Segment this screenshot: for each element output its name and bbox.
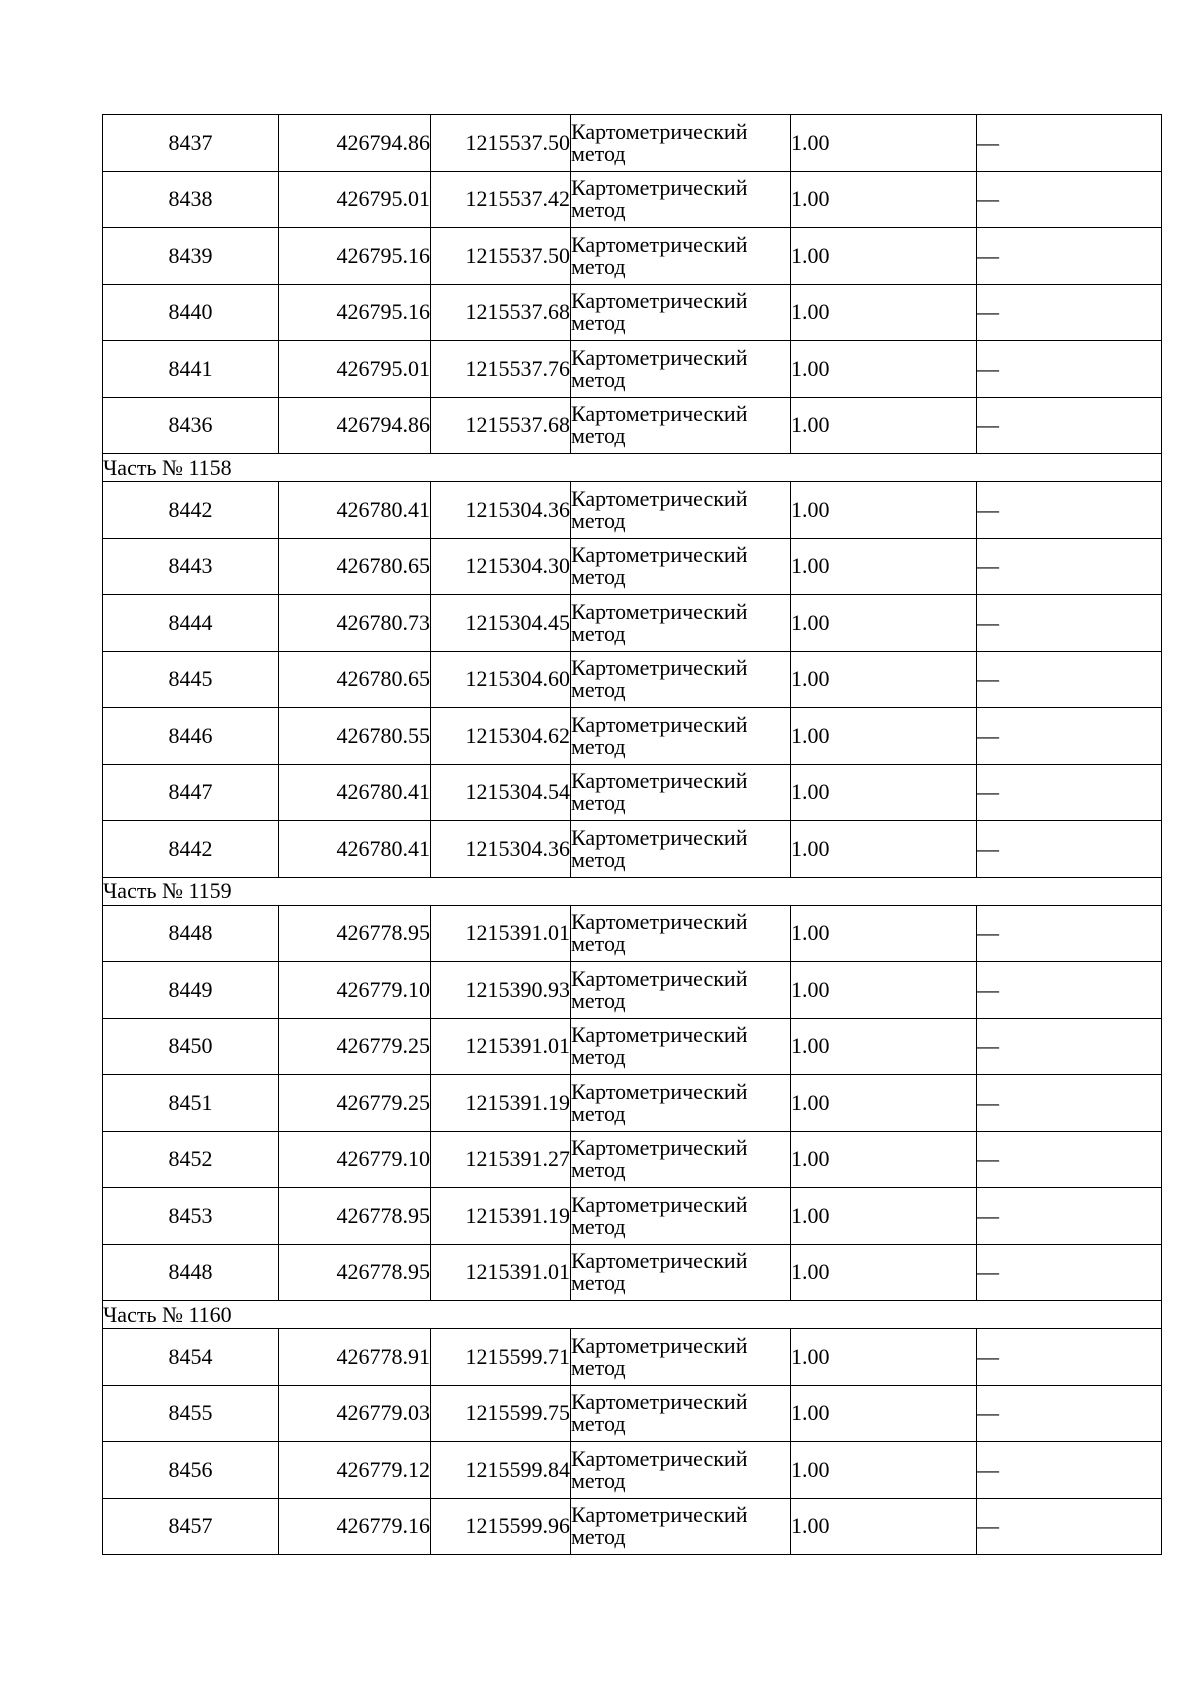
description: — [977,1131,1162,1188]
point-number: 8453 [103,1188,279,1245]
method-cell [571,651,791,708]
accuracy: 1.00 [791,1442,977,1499]
method-line-2: метод [571,846,626,872]
table-row [103,821,1162,878]
accuracy: 1.00 [791,905,977,962]
description: — [977,1442,1162,1499]
method-line-1: Картометрический [571,909,748,935]
coord-x: 426795.01 [279,341,431,398]
coord-x: 426779.16 [279,1498,431,1555]
part-label: Часть № 1158 [103,454,1162,482]
method-line-1: Картометрический [571,1078,748,1104]
coord-x: 426778.95 [279,1188,431,1245]
method-line-1: Картометрический [571,1191,748,1217]
table-row [103,228,1162,285]
accuracy: 1.00 [791,1075,977,1132]
coord-y: 1215537.50 [431,228,571,285]
table-row [103,115,1162,172]
table-row [103,1329,1162,1386]
part-header-row [103,877,1162,905]
point-number: 8456 [103,1442,279,1499]
part-label: Часть № 1159 [103,877,1162,905]
table-row [103,1188,1162,1245]
method-line-2: метод [571,564,626,590]
description: — [977,171,1162,228]
point-number: 8446 [103,708,279,765]
coord-y: 1215304.54 [431,764,571,821]
method-line-1: Картометрический [571,965,748,991]
coord-x: 426779.25 [279,1075,431,1132]
method-line-2: метод [571,620,626,646]
coord-x: 426779.03 [279,1385,431,1442]
method-cell [571,1244,791,1301]
accuracy: 1.00 [791,1329,977,1386]
description: — [977,651,1162,708]
coord-x: 426779.10 [279,1131,431,1188]
coord-x: 426778.95 [279,905,431,962]
table-row [103,1018,1162,1075]
accuracy: 1.00 [791,1385,977,1442]
accuracy: 1.00 [791,1244,977,1301]
method-cell [571,708,791,765]
part-header-row [103,454,1162,482]
point-number: 8454 [103,1329,279,1386]
method-line-2: метод [571,197,626,223]
table-row [103,708,1162,765]
method-line-1: Картометрический [571,344,748,370]
table-row [103,397,1162,454]
description: — [977,1244,1162,1301]
table-row [103,905,1162,962]
point-number: 8440 [103,284,279,341]
method-line-1: Картометрический [571,175,748,201]
accuracy: 1.00 [791,764,977,821]
method-cell [571,595,791,652]
coord-y: 1215304.30 [431,538,571,595]
table-row [103,1075,1162,1132]
accuracy: 1.00 [791,1018,977,1075]
table-row [103,595,1162,652]
coord-y: 1215304.62 [431,708,571,765]
part-label: Часть № 1160 [103,1301,1162,1329]
coord-x: 426780.41 [279,482,431,539]
point-number: 8442 [103,821,279,878]
coord-y: 1215537.76 [431,341,571,398]
point-number: 8447 [103,764,279,821]
method-cell [571,1131,791,1188]
method-line-2: метод [571,1411,626,1437]
description: — [977,821,1162,878]
method-line-1: Картометрический [571,1502,748,1528]
method-line-1: Картометрический [571,655,748,681]
coord-y: 1215599.84 [431,1442,571,1499]
point-number: 8445 [103,651,279,708]
method-line-1: Картометрический [571,231,748,257]
method-line-1: Картометрический [571,1248,748,1274]
description: — [977,1188,1162,1245]
method-cell [571,1442,791,1499]
coord-x: 426779.25 [279,1018,431,1075]
description: — [977,538,1162,595]
coord-x: 426778.91 [279,1329,431,1386]
table-row [103,1131,1162,1188]
description: — [977,764,1162,821]
table-row [103,341,1162,398]
table-row [103,1244,1162,1301]
point-number: 8450 [103,1018,279,1075]
description: — [977,1329,1162,1386]
method-line-2: метод [571,1044,626,1070]
method-line-2: метод [571,1270,626,1296]
method-cell [571,1329,791,1386]
table-body [103,115,1162,1555]
method-line-1: Картометрический [571,1445,748,1471]
method-line-2: метод [571,1213,626,1239]
coord-y: 1215599.75 [431,1385,571,1442]
coord-y: 1215391.19 [431,1075,571,1132]
method-cell [571,171,791,228]
method-line-2: метод [571,677,626,703]
coord-y: 1215390.93 [431,962,571,1019]
coord-x: 426780.41 [279,764,431,821]
method-line-1: Картометрический [571,1332,748,1358]
description: — [977,708,1162,765]
description: — [977,595,1162,652]
coord-x: 426780.41 [279,821,431,878]
description: — [977,1498,1162,1555]
method-line-2: метод [571,790,626,816]
method-line-2: метод [571,1467,626,1493]
accuracy: 1.00 [791,341,977,398]
method-line-1: Картометрический [571,118,748,144]
description: — [977,1018,1162,1075]
coord-x: 426794.86 [279,115,431,172]
point-number: 8449 [103,962,279,1019]
method-cell [571,538,791,595]
accuracy: 1.00 [791,397,977,454]
method-line-1: Картометрический [571,1389,748,1415]
coordinates-table [102,114,1162,1555]
method-line-1: Картометрический [571,711,748,737]
method-cell [571,1385,791,1442]
coord-x: 426779.10 [279,962,431,1019]
point-number: 8443 [103,538,279,595]
method-line-1: Картометрический [571,401,748,427]
method-cell [571,821,791,878]
table-row [103,1385,1162,1442]
method-line-2: метод [571,733,626,759]
accuracy: 1.00 [791,482,977,539]
table-row [103,482,1162,539]
method-line-2: метод [571,931,626,957]
method-cell [571,482,791,539]
point-number: 8451 [103,1075,279,1132]
coord-y: 1215537.68 [431,284,571,341]
method-line-2: метод [571,1354,626,1380]
method-line-1: Картометрический [571,485,748,511]
coord-x: 426780.65 [279,538,431,595]
coord-y: 1215391.27 [431,1131,571,1188]
method-cell [571,1075,791,1132]
method-line-2: метод [571,1100,626,1126]
method-line-1: Картометрический [571,1135,748,1161]
table-row [103,171,1162,228]
method-line-2: метод [571,140,626,166]
method-line-1: Картометрический [571,1022,748,1048]
method-cell [571,341,791,398]
description: — [977,284,1162,341]
method-line-2: метод [571,366,626,392]
point-number: 8448 [103,905,279,962]
method-line-1: Картометрический [571,598,748,624]
method-line-2: метод [571,1524,626,1550]
method-cell [571,115,791,172]
method-cell [571,1498,791,1555]
method-cell [571,764,791,821]
coord-y: 1215599.96 [431,1498,571,1555]
coord-y: 1215304.36 [431,482,571,539]
point-number: 8452 [103,1131,279,1188]
table-row [103,1442,1162,1499]
coord-y: 1215537.68 [431,397,571,454]
table-row [103,651,1162,708]
coord-x: 426778.95 [279,1244,431,1301]
accuracy: 1.00 [791,708,977,765]
coord-y: 1215537.42 [431,171,571,228]
point-number: 8455 [103,1385,279,1442]
coord-x: 426794.86 [279,397,431,454]
method-line-1: Картометрический [571,288,748,314]
method-line-2: метод [571,310,626,336]
coord-y: 1215304.45 [431,595,571,652]
description: — [977,482,1162,539]
point-number: 8436 [103,397,279,454]
description: — [977,905,1162,962]
coord-y: 1215304.36 [431,821,571,878]
method-cell [571,397,791,454]
coord-y: 1215537.50 [431,115,571,172]
coord-x: 426795.16 [279,228,431,285]
accuracy: 1.00 [791,821,977,878]
accuracy: 1.00 [791,171,977,228]
point-number: 8437 [103,115,279,172]
accuracy: 1.00 [791,595,977,652]
method-cell [571,228,791,285]
coord-x: 426780.65 [279,651,431,708]
table-row [103,962,1162,1019]
method-cell [571,1188,791,1245]
method-line-2: метод [571,987,626,1013]
description: — [977,1075,1162,1132]
table-row [103,764,1162,821]
method-line-1: Картометрический [571,824,748,850]
description: — [977,1385,1162,1442]
accuracy: 1.00 [791,1188,977,1245]
method-line-2: метод [571,507,626,533]
point-number: 8448 [103,1244,279,1301]
point-number: 8442 [103,482,279,539]
coord-y: 1215304.60 [431,651,571,708]
coord-x: 426780.73 [279,595,431,652]
part-header-row [103,1301,1162,1329]
coord-x: 426795.16 [279,284,431,341]
description: — [977,341,1162,398]
coord-y: 1215599.71 [431,1329,571,1386]
point-number: 8444 [103,595,279,652]
method-line-2: метод [571,1157,626,1183]
accuracy: 1.00 [791,1131,977,1188]
table-row [103,284,1162,341]
description: — [977,962,1162,1019]
accuracy: 1.00 [791,538,977,595]
method-line-2: метод [571,423,626,449]
point-number: 8441 [103,341,279,398]
accuracy: 1.00 [791,115,977,172]
accuracy: 1.00 [791,228,977,285]
coord-x: 426780.55 [279,708,431,765]
table-row [103,1498,1162,1555]
coord-y: 1215391.19 [431,1188,571,1245]
method-cell [571,905,791,962]
point-number: 8438 [103,171,279,228]
accuracy: 1.00 [791,651,977,708]
coord-y: 1215391.01 [431,1018,571,1075]
description: — [977,228,1162,285]
table-row [103,538,1162,595]
description: — [977,115,1162,172]
method-line-2: метод [571,253,626,279]
method-line-1: Картометрический [571,768,748,794]
point-number: 8439 [103,228,279,285]
coord-x: 426779.12 [279,1442,431,1499]
method-cell [571,1018,791,1075]
method-cell [571,962,791,1019]
coord-y: 1215391.01 [431,905,571,962]
accuracy: 1.00 [791,962,977,1019]
accuracy: 1.00 [791,284,977,341]
method-line-1: Картометрический [571,542,748,568]
coord-y: 1215391.01 [431,1244,571,1301]
coord-x: 426795.01 [279,171,431,228]
method-cell [571,284,791,341]
point-number: 8457 [103,1498,279,1555]
description: — [977,397,1162,454]
accuracy: 1.00 [791,1498,977,1555]
